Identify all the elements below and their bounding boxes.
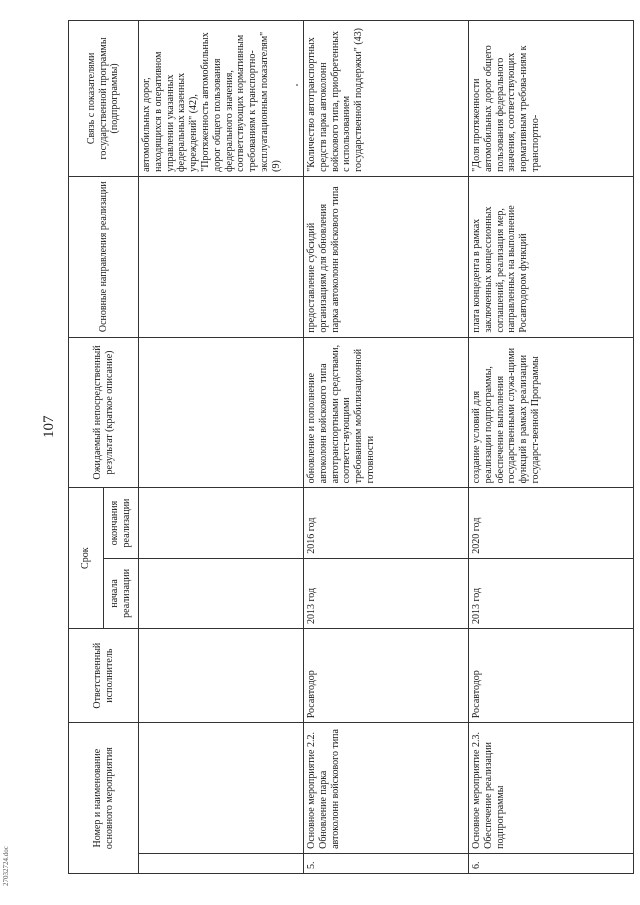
document-code: 27032724.doc [2, 846, 10, 886]
cell-link-continuation: автомобильных дорог, находящихся в оперативном управлении указанных федеральных казенных учреждений" (42), "Протяженность автомобильных дорог общего пользования федерального значения, соответствующих нормативным требованиям к транспортно-эксплуатационным показателям" (9) [139, 21, 304, 177]
header-term: Срок [69, 488, 104, 629]
header-end: окончания реализации [104, 488, 139, 558]
cell-link: "Доля протяженности автомобильных дорог общего пользования федерального значения, соответствующих нормативным требова-ниям к транспортно- [469, 21, 634, 177]
cell-end: 2016 год [304, 488, 469, 558]
header-link: Связь с показателями государственной программы (подпрограммы) [69, 21, 139, 177]
cell-result: обновление и пополнение автоколонн войскового типа автотранспортными средствами, соответст-вующими требованиям мобилизационной готовности [304, 337, 469, 488]
table-row-continuation [139, 21, 304, 874]
cell-directions: предоставление субсидий организациям для обновления парка автоколонн войскового типа [304, 176, 469, 337]
cell-start: 2013 год [469, 558, 634, 628]
table-row [304, 21, 469, 874]
cell-start: 2013 год [304, 558, 469, 628]
page-number: 107 [41, 415, 57, 438]
program-measures-table [68, 20, 634, 874]
cell-name: Основное мероприятие 2.3. Обеспечение реализации подпрограммы [469, 723, 634, 854]
header-start: начала реализации [104, 558, 139, 628]
header-name: Номер и наименование основного мероприятия [69, 723, 139, 874]
header-result: Ожидаемый непосредственный результат (краткое описание) [69, 337, 139, 488]
cell-no: 6. [469, 853, 634, 873]
header-directions: Основные направления реализации [69, 176, 139, 337]
rotated-table-container [68, 20, 620, 874]
cell-name: Основное мероприятие 2.2. Обновление парка автоколонн войскового типа [304, 723, 469, 854]
cell-executor: Росавтодор [469, 629, 634, 723]
cell-end: 2020 год [469, 488, 634, 558]
cell-link: "Количество автотранспортных средств парка автоколонн войскового типа, приобретенных с использованием государственной поддержки" (43) [304, 21, 469, 177]
header-executor: Ответственный исполнитель [69, 629, 139, 723]
cell-directions: плата концедента в рамках заключенных концессионных соглашений, реализация мер, направленных на выполнение Росавтодором функций [469, 176, 634, 337]
scan-speck [296, 84, 298, 86]
table-row [469, 21, 634, 874]
cell-no: 5. [304, 853, 469, 873]
cell-result: создание условий для реализации подпрограммы, обеспечение выполнения государственными служа-щими функций в рамках реализации государст-венной Программы [469, 337, 634, 488]
cell-executor: Росавтодор [304, 629, 469, 723]
